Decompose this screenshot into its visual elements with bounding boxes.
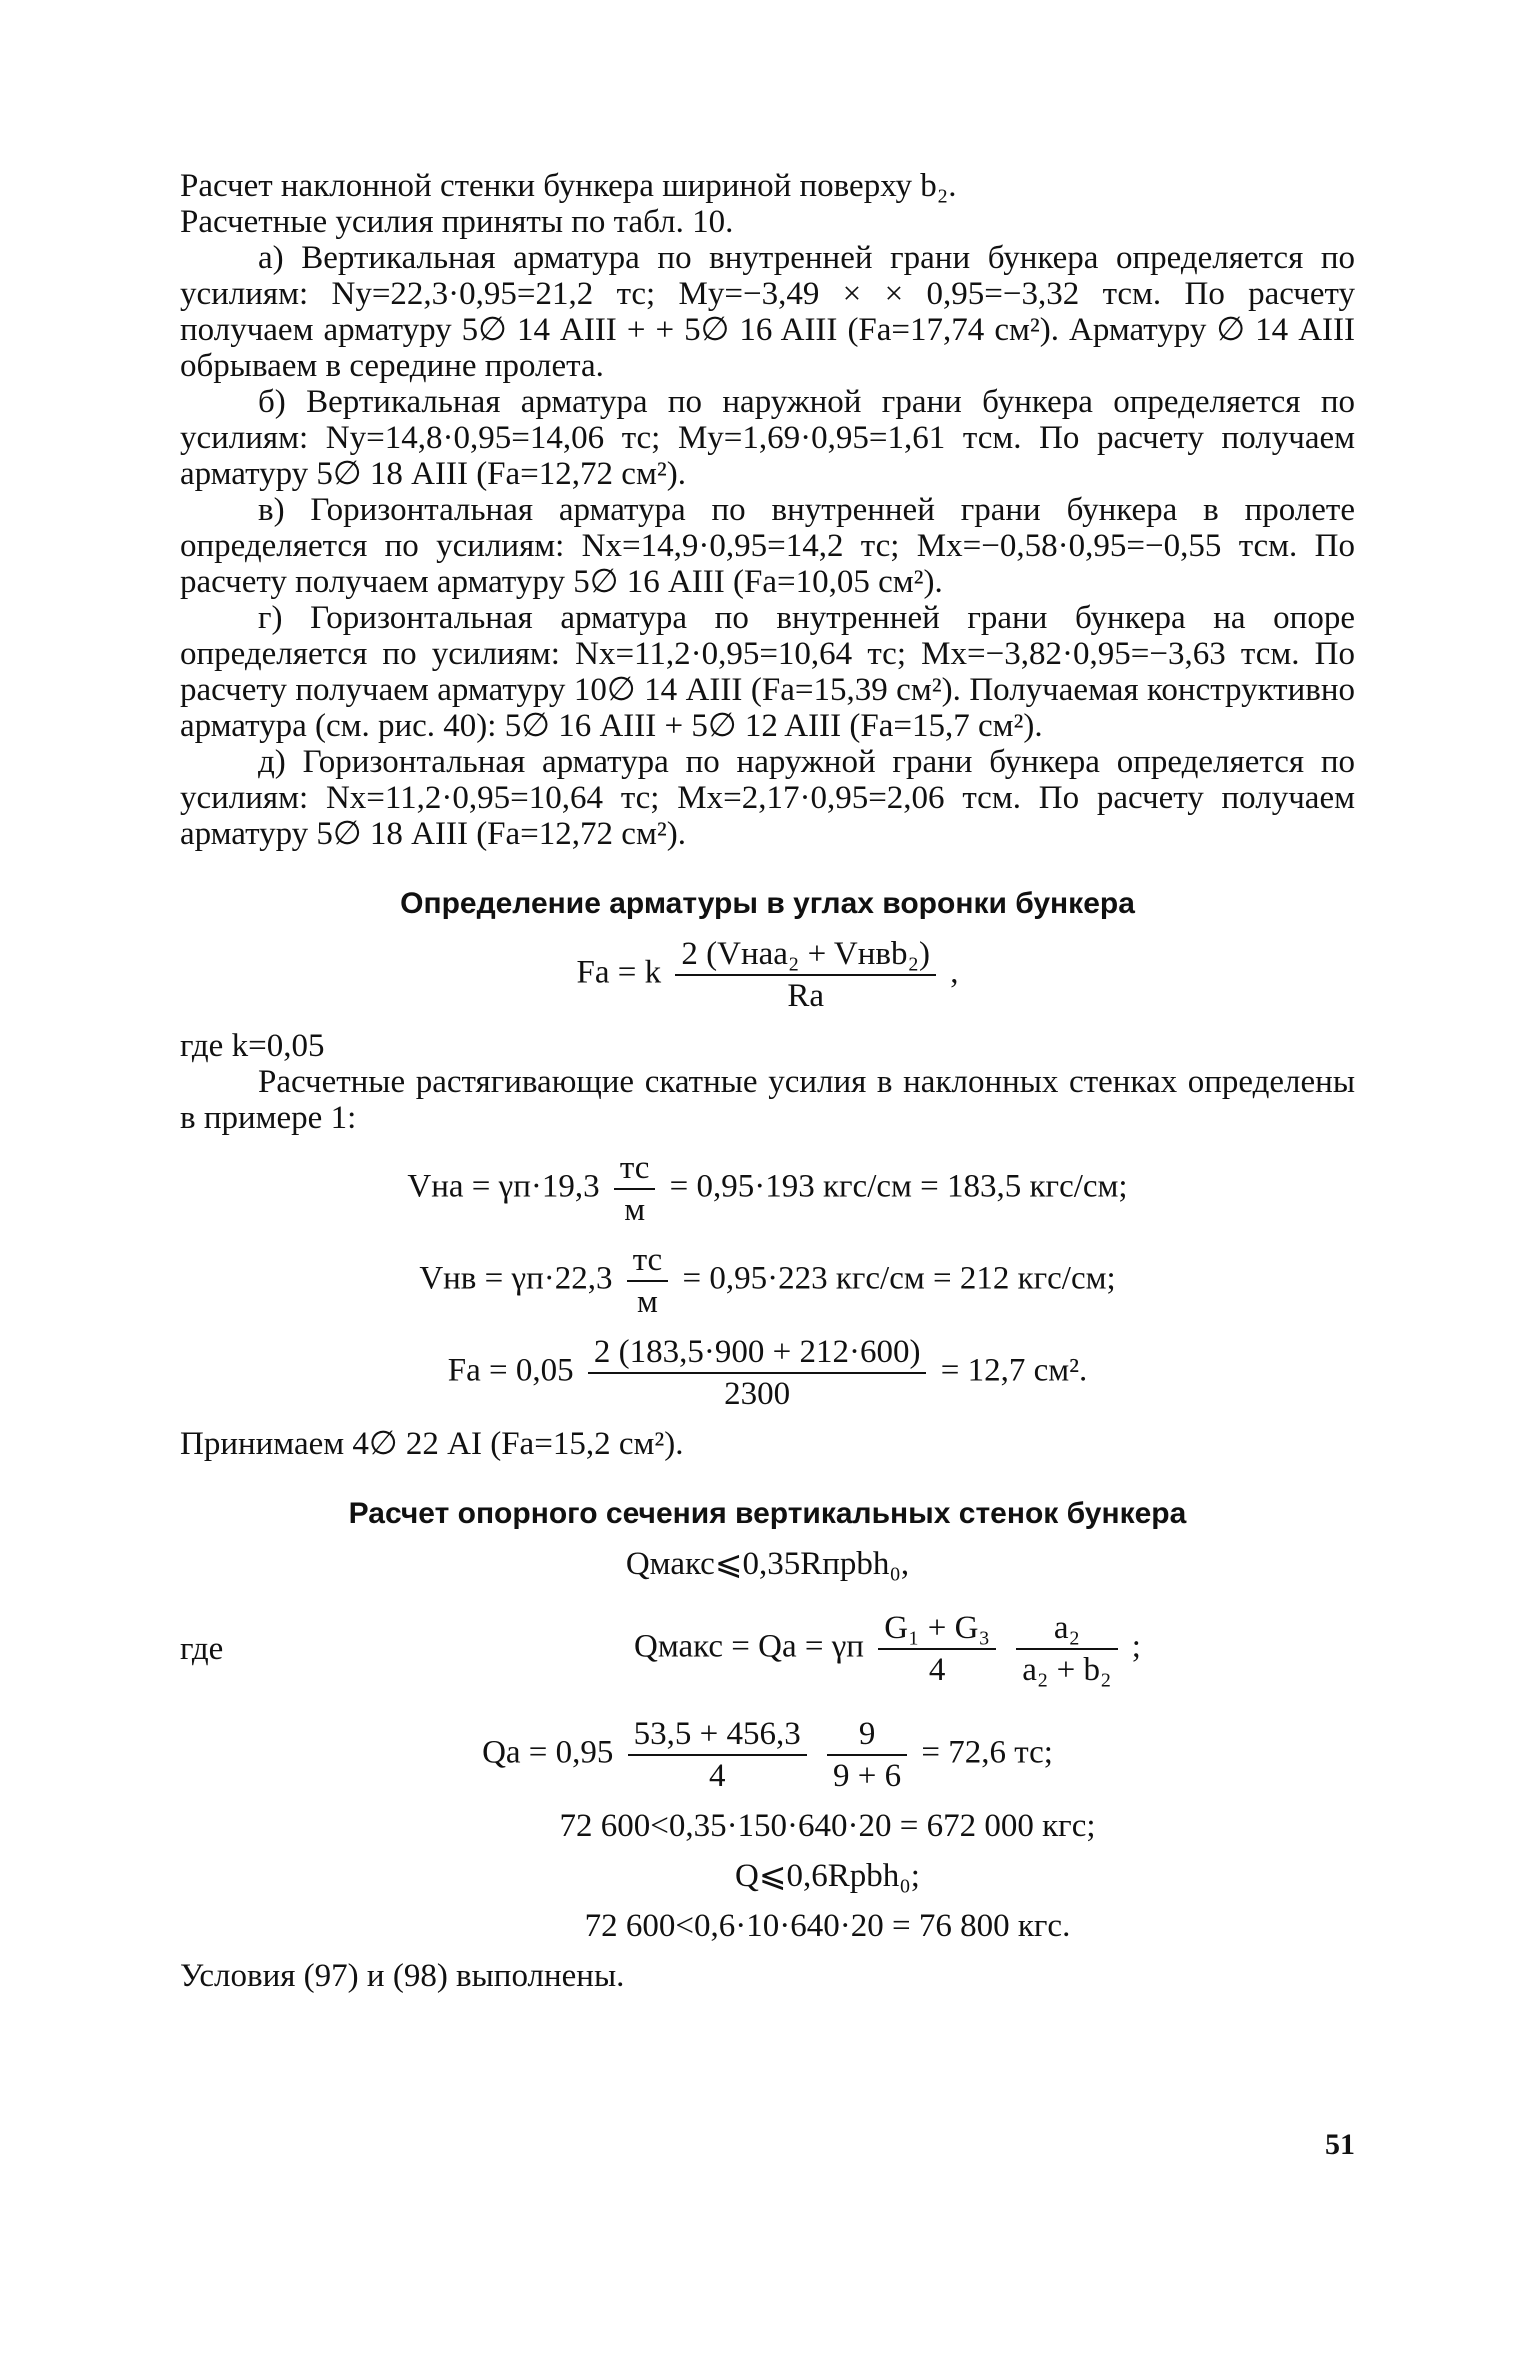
formula-fa-denominator: Rа: [787, 978, 825, 1014]
formula-qmax-tail: ;: [1131, 1628, 1141, 1665]
page-number: 51: [1325, 2128, 1355, 2161]
accept-reinforcement: Принимаем 4∅ 22 AI (Fа=15,2 см²).: [180, 1426, 684, 1462]
paragraph-d: д) Горизонтальная арматура по наружной грани бункера определяется по усилиям: Nx=11,2·0,95=10,64 тс; Mx=2,17·0,95=2,06 тсм. По расчету получаем арматуру 5∅ 18 AIII (Fа=12,72 см²).: [180, 744, 1355, 852]
formula-vnv-unit: [627, 1242, 668, 1320]
formula-vna-unit-den: м: [624, 1192, 646, 1228]
paragraph-g: г) Горизонтальная арматура по внутренней грани бункера на опоре определяется по усилиям: Nx=11,2·0,95=10,64 тс; Mx=−3,82·0,95=−3,63 тсм. По расчету получаем арматуру 10∅ 14 AIII (Fа=15,39 см²). Получаемая конструктивно арматура (см. рис. 40): 5∅ 16 AIII + 5∅ 12 AIII (Fа=15,7 см²).: [180, 600, 1355, 744]
formula-qa-rhs: = 72,6 тс;: [921, 1734, 1053, 1771]
formula-qa-lhs: Qа = 0,95: [482, 1734, 614, 1771]
formula-vnv-lhs: Vнв = γп·22,3: [419, 1260, 613, 1297]
formula-check-1: 72 600<0,35·150·640·20 = 672 000 кгс;: [559, 1808, 1096, 1844]
formula-qmax-lhs: Qмакс = Qа = γп: [634, 1628, 864, 1665]
formula-vna-rhs: = 0,95·193 кгс/см = 183,5 кгс/см;: [669, 1168, 1128, 1205]
formula-qa-frac2-num: 9: [827, 1716, 907, 1756]
formula-qmax-frac1-num: G₁ + G₃: [878, 1610, 996, 1650]
paragraph-b: б) Вертикальная арматура по наружной грани бункера определяется по усилиям: Nу=14,8·0,95=14,06 тс; Mу=1,69·0,95=1,61 тсм. По расчету получаем арматуру 5∅ 18 AIII (Fа=12,72 см²).: [180, 384, 1355, 492]
formula-fa-calc-fraction: [588, 1334, 927, 1412]
formula-vnv-unit-num: тс: [627, 1242, 668, 1282]
formula-qmax: [420, 1610, 1355, 1688]
formula-vnv-unit-den: м: [637, 1284, 658, 1320]
formula-fa-fraction: [675, 936, 936, 1014]
formula-qmax-frac1: [878, 1610, 996, 1688]
formula-qmax-frac2-num: a₂: [1016, 1610, 1117, 1650]
formula-vnv-rhs: = 0,95·223 кгс/см = 212 кгс/см;: [682, 1260, 1116, 1297]
formula-qmax-frac1-den: 4: [928, 1652, 946, 1688]
formula-qa-frac2: [827, 1716, 907, 1794]
formula-fa-calc: [180, 1334, 1355, 1412]
formula-vna-unit: [614, 1150, 655, 1228]
conclusion: Условия (97) и (98) выполнены.: [180, 1958, 625, 1994]
formula-qmax-frac2-den: a₂ + b₂: [1022, 1652, 1112, 1688]
section-heading-corners: Определение арматуры в углах воронки бункера: [400, 887, 1135, 920]
formula-qa-frac2-den: 9 + 6: [833, 1758, 902, 1794]
formula-fa-calc-lhs: Fа = 0,05: [447, 1352, 574, 1389]
formula-fa-calc-num: 2 (183,5·900 + 212·600): [588, 1334, 927, 1374]
formula-fa-calc-den: 2300: [724, 1376, 791, 1412]
where-k: где k=0,05: [180, 1028, 325, 1064]
formula-check-2: 72 600<0,6·10·640·20 = 76 800 кгс.: [584, 1908, 1071, 1944]
formula-fa-calc-rhs: = 12,7 см².: [940, 1352, 1088, 1389]
formula-vna: [180, 1150, 1355, 1228]
paragraph-a: а) Вертикальная арматура по внутренней грани бункера определяется по усилиям: Nу=22,3·0,95=21,2 тс; Mу=−3,49 × × 0,95=−3,32 тсм. По расчету получаем арматуру 5∅ 14 AIII + + 5∅ 16 AIII (Fа=17,74 см²). Арматуру ∅ 14 AIII обрываем в середине пролета.: [180, 240, 1355, 384]
formula-vna-unit-num: тс: [614, 1150, 655, 1190]
formula-fa-numerator: 2 (Vнаa₂ + Vнвb₂): [675, 936, 936, 976]
formula-qa-frac1-num: 53,5 + 456,3: [628, 1716, 807, 1756]
formula-qa-frac1-den: 4: [708, 1758, 726, 1794]
page-body: [180, 168, 1355, 1994]
formula-qa: [180, 1716, 1355, 1794]
formula-q-cond: Q⩽0,6Rрbh₀;: [735, 1858, 920, 1894]
paragraph-forces: Расчетные растягивающие скатные усилия в наклонных стенках определены в примере 1:: [180, 1064, 1355, 1136]
formula-fa-tail: ,: [950, 954, 959, 991]
formula-fa: [180, 936, 1355, 1014]
formula-fa-lhs: Fа = k: [576, 954, 662, 991]
formula-qa-frac1: [628, 1716, 807, 1794]
section-heading-support: Расчет опорного сечения вертикальных стенок бункера: [348, 1497, 1187, 1530]
formula-vnv: [180, 1242, 1355, 1320]
intro-line-2: Расчетные усилия приняты по табл. 10.: [180, 204, 734, 240]
formula-vna-lhs: Vна = γп·19,3: [407, 1168, 600, 1205]
formula-qmax-frac2: [1016, 1610, 1117, 1688]
formula-qmax-cond: Qмакс⩽0,35Rпрbh₀,: [625, 1546, 910, 1582]
where-label: где: [180, 1631, 224, 1667]
formula-qmax-row: [180, 1596, 1355, 1702]
intro-line-1: Расчет наклонной стенки бункера шириной поверху b₂.: [180, 168, 957, 204]
paragraph-v: в) Горизонтальная арматура по внутренней грани бункера в пролете определяется по усилиям: Nx=14,9·0,95=14,2 тс; Mx=−0,58·0,95=−0,55 тсм. По расчету получаем арматуру 5∅ 16 AIII (Fа=10,05 см²).: [180, 492, 1355, 600]
